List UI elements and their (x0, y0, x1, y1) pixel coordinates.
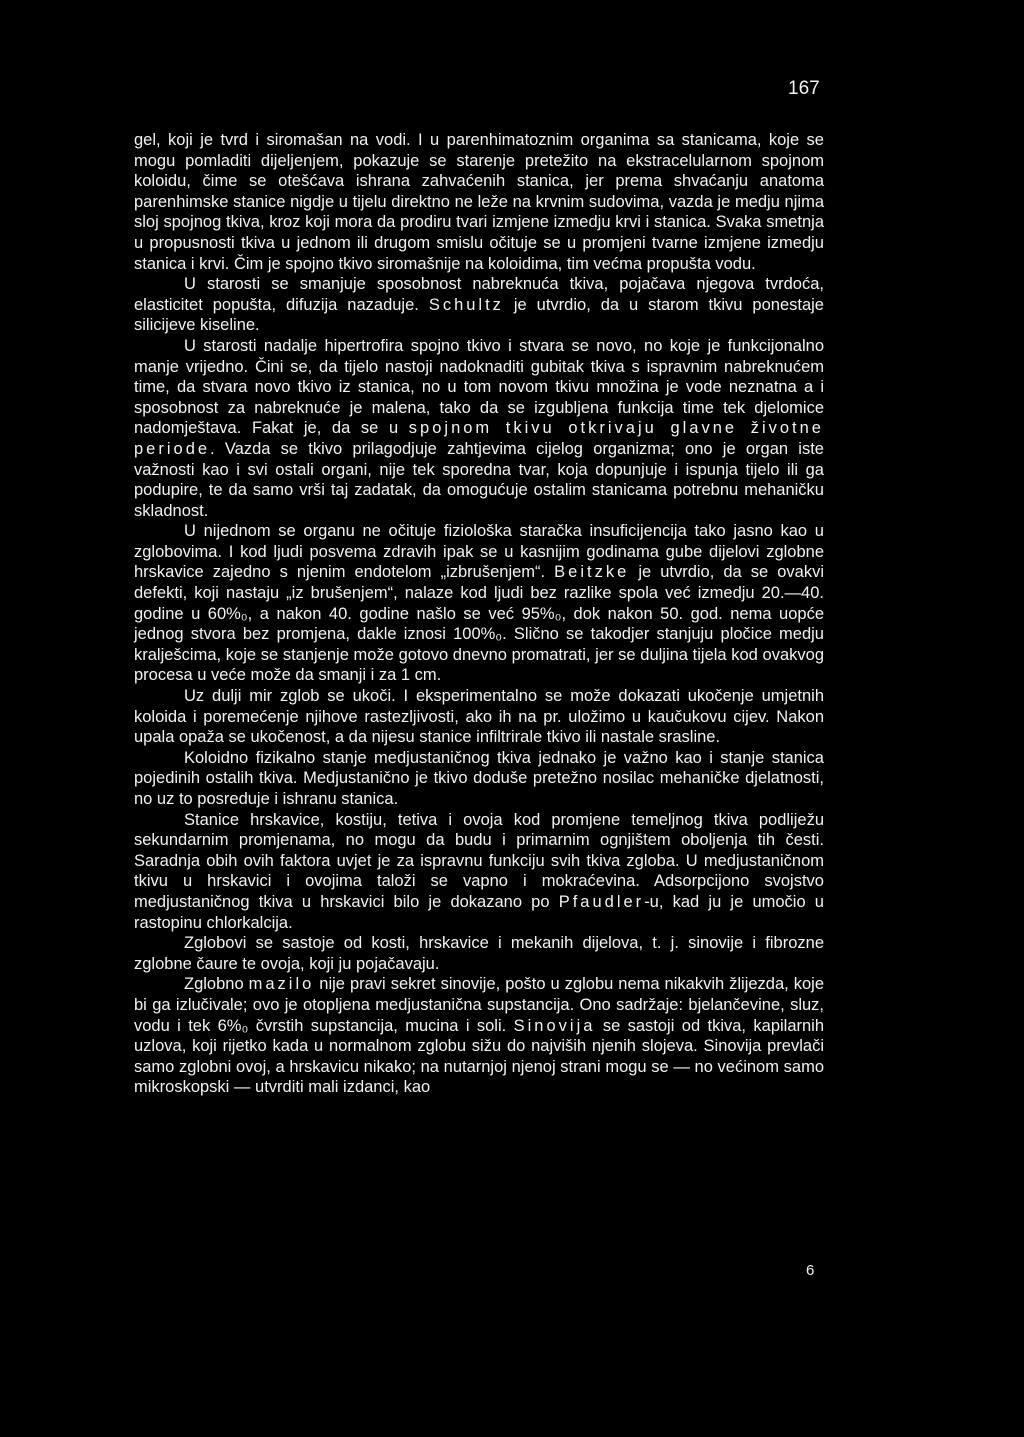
paragraph (134, 810, 824, 934)
text-run: , dok nakon 50. god. nema uopće jednog stvora bez promjena, dakle iznosi 100 (134, 604, 824, 644)
text-run: gel, koji je tvrd i siromašan na vodi. I u parenhimatoznim organima sa stanicama, koje se mogu pomladiti dijeljenjem, pokazuje se starenje pretežito na ekstracelularnom spojnom koloidu, čime se otešćava ishrana zahvaćenih stanica, jer prema shvaćanju anatoma parenhimske stanice nigdje u tijelu direktno ne leže na krvnim sudovima, vazda je medju njima sloj spojnog tkiva, kroz koji mora da prodiru tvari izmjene izmedju krvi i stanica. Svaka smetnja u propusnosti tkiva u jednom ili drugom smislu očituje se u promjeni tvarne izmjene izmedju stanica i krvi. Čim je spojno tkivo siromašnije na koloidima, tim većma propušta vodu. (134, 131, 824, 273)
emphasis: mazilo (248, 975, 315, 994)
permille-sign: %₀ (539, 604, 562, 623)
paragraph (134, 748, 824, 810)
text-run: Koloidno fizikalno stanje medjustaničnog tkiva jednako je važno kao i stanje stanica pojedinih ostalih tkiva. Medjustanično je tkivo doduše pretežno nosilac mehaničke djelatnosti, no uz to posreduje i ishranu stanica. (134, 748, 824, 808)
permille-sign: %₀ (226, 1016, 249, 1035)
author-name: Beitzke (554, 563, 630, 582)
text-run: . Slično se takodjer stanjuju pločice medju kralješcima, koje se stanjenje može gotovo dnevno promatrati, jer se duljina tijela kod ovakvog procesa u veće može da smanji i za 1 cm. (134, 625, 824, 685)
text-run: U nijednom se organu ne očituje fiziološka staračka insuficijencija tako jasno kao u zglobovima. I kod ljudi posvema zdravih ipak se u kasnijim godinama gube dijelovi zglobne hrskavice zajedno s njenim endotelom „izbrušenjem“. (134, 522, 824, 582)
paragraph (134, 686, 824, 748)
text-run: Zglobno (184, 975, 244, 994)
text-run: je utvrdio, da se ovakvi defekti, koji nastaju „iz brušenjem“, nalaze kod ljudi bez razlike spola već izmedju 20.—40. godine u 60 (134, 563, 824, 623)
text-run: U starosti se smanjuje sposobnost nabreknuća tkiva, pojačava njegova tvrdoća, elasticitet popušta, difuzija nazaduje. (134, 275, 824, 314)
emphasis: spojnom tkivu otkrivaju glavne životne periode (134, 419, 824, 458)
text-run: Uz dulji mir zglob se ukoči. I eksperimentalno se može dokazati ukočenje umjetnih koloida i poremećenje njihove rastezljivosti, ako ih na pr. uložimo u kaučukovu cijev. Nakon upala opaža se ukočenost, a da nijesu stanice infiltrirale tkivo ili nastale srasline. (134, 687, 824, 747)
emphasis: Sinovija (513, 1016, 596, 1035)
paragraph (134, 933, 824, 974)
paragraph (134, 521, 824, 686)
permille-sign: %₀ (226, 604, 248, 623)
body-text (134, 130, 824, 1098)
text-run: -u, kad ju je umočio u rastopinu chlorkalcija. (134, 892, 824, 932)
printer-signature: 6 (806, 1262, 815, 1279)
text-run: čvrstih supstancija, mucina i soli. (255, 1016, 507, 1035)
permille-sign: %₀ (480, 625, 503, 644)
text-run: , a nakon 40. godine našlo se već 95 (247, 604, 540, 623)
text-run: U starosti nadalje hipertrofira spojno tkivo i stvara se novo, no koje je funkcijonalno manje vrijedno. Čini se, da tijelo nastoji nadoknaditi gubitak tkiva s ispravnim nabreknućem time, da stvara novo tkivo iz stanica, no u tom novom tkivu množina je vode neznatna a i sposobnost za nabreknuće je malena, tako da se izgubljena funkcija time tek djelomice nadomještava. Fakat je, da se u (134, 336, 824, 438)
paragraph (134, 274, 824, 336)
author-name: Schultz (428, 295, 504, 314)
text-run: Zglobovi se sastoje od kosti, hrskavice i mekanih dijelova, t. j. sinovije i fibrozne zglobne čaure te ovoja, koji ju pojačavaju. (134, 934, 824, 973)
text-run: Stanice hrskavice, kostiju, tetiva i ovoja kod promjene temeljnog tkiva podliježu sekundarnim promjenama, no mogu da budu i primarnim ognjištem oboljenja tih česti. Saradnja obih ovih faktora uvjet je za ispravnu funkciju svih tkiva zgloba. U medjustaničnom tkivu u hrskavici i ovojima taloži se vapno i mokraćevina. Adsorpcijono svojstvo medjustaničnog tkiva u hrskavici bilo je dokazano po (134, 810, 824, 911)
text-run: je utvrdio, da u starom tkivu ponestaje silicijeve kiseline. (134, 295, 824, 335)
paragraph (134, 336, 824, 521)
paragraph (134, 974, 824, 1098)
text-run: nije pravi sekret sinovije, pošto u zglobu nema nikakvih žlijezda, koje bi ga izlučivale; ovo je otopljena medjustanična supstancija. Ono sadržaje: bjelančevine, sluz, vodu i tek 6 (134, 975, 824, 1035)
text-run: se sastoji od tkiva, kapilarnih uzlova, koji rijetko kada u normalnom zglobu sižu do najviših njenih slojeva. Sinovija prevlači samo zglobni ovoj, a hrskavicu nikako; na nutarnjoj njenoj strani mogu se — no većinom samo mikroskopski — utvrditi mali izdanci, kao (134, 1016, 825, 1097)
page-number: 167 (788, 78, 820, 99)
paragraph (134, 130, 824, 274)
text-run: . Vazda se tkivo prilagodjuje zahtjevima cijelog organizma; ono je organ iste važnosti kao i svi ostali organi, nije tek sporedna tvar, koja dopunjuje i ispunja tijelo ili ga podupire, te da samo vrši taj zadatak, da omogućuje ostalim stanicama potrebnu mehaničku skladnost. (134, 439, 824, 520)
author-name: Pfaudler (558, 892, 645, 911)
